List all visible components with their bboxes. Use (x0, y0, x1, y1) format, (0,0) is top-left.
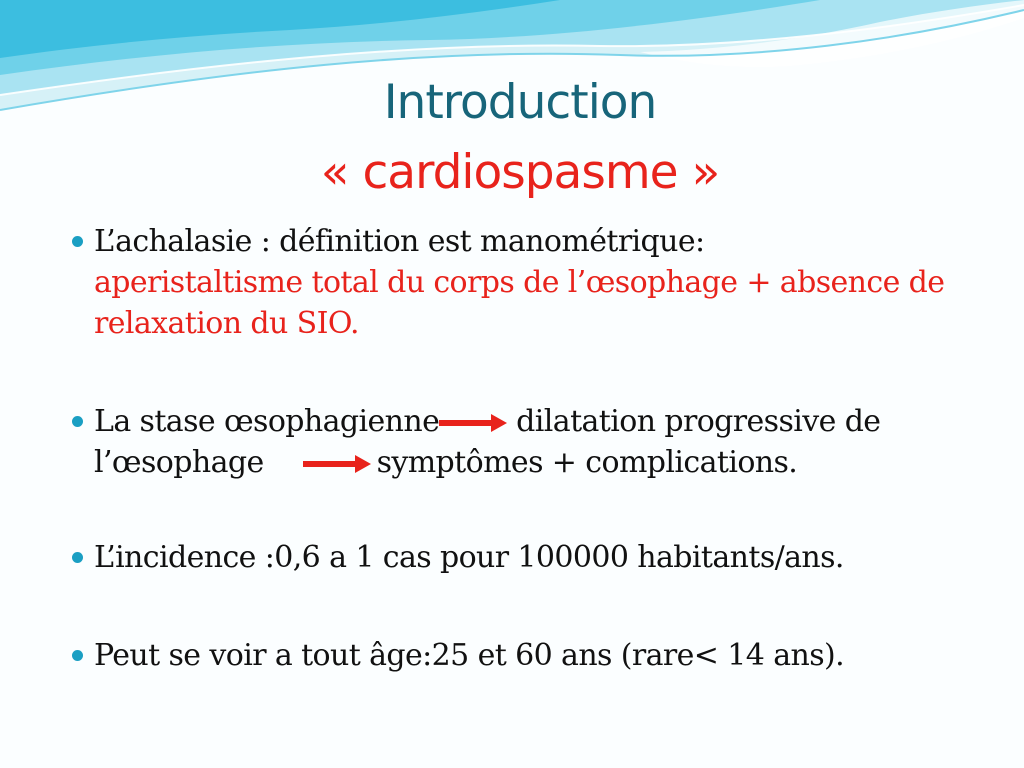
bullet-lead-text: L’achalasie : définition est manométrique: (94, 224, 705, 259)
bullet-text-part-2: dilatation progressive de (507, 404, 881, 439)
bullet-text-part-1: La stase œsophagienne (94, 404, 440, 439)
title-line-2: « cardiospasme » (320, 145, 720, 200)
right-arrow-icon (439, 413, 507, 433)
bullet-text: L’incidence :0,6 a 1 cas pour 100000 habitants/ans. (94, 540, 844, 575)
slide-title (0, 68, 1024, 208)
bullet-text: Peut se voir a tout âge:25 et 60 ans (rare< 14 ans). (94, 638, 845, 673)
bullet-dot-icon (72, 650, 83, 661)
title-line-1: Introduction (383, 75, 657, 130)
bullet-emphasis-text: aperistaltisme total du corps de l’œsophage + absence de relaxation du SIO. (94, 265, 945, 341)
bullet-dot-icon (72, 236, 83, 247)
bullet-text-part-3: l’œsophage (94, 445, 264, 480)
bullet-item-definition (72, 221, 974, 344)
bullet-dot-icon (72, 552, 83, 563)
bullet-item-incidence (72, 537, 974, 578)
bullet-dot-icon (72, 416, 83, 427)
bullet-text-part-4: symptômes + complications. (376, 445, 798, 480)
bullet-item-stase (72, 401, 974, 483)
right-arrow-icon (303, 454, 371, 474)
bullet-item-age (72, 635, 974, 676)
